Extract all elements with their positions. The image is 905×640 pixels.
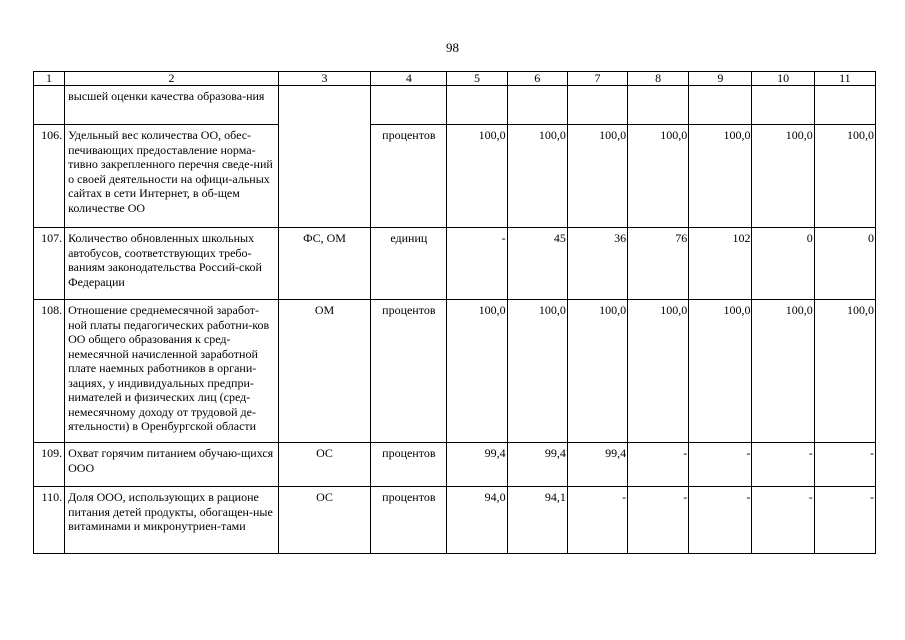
- value-cell: -: [689, 487, 752, 554]
- indicator-name: Охват горячим питанием обучаю-щихся ООО: [65, 443, 279, 487]
- table-row-107: [34, 228, 876, 300]
- value-cell: -: [689, 443, 752, 487]
- column-header: 2: [65, 72, 279, 86]
- column-header: 10: [752, 72, 814, 86]
- table-row-106: [34, 125, 876, 228]
- unit-cell: единиц: [371, 228, 447, 300]
- value-cell: 99,4: [507, 443, 567, 487]
- value-cell: 100,0: [507, 300, 567, 443]
- value-cell: 100,0: [814, 300, 875, 443]
- value-cell: [752, 86, 814, 125]
- column-header: 9: [689, 72, 752, 86]
- source-cell: ОС: [278, 487, 370, 554]
- table-row-continuation: [34, 86, 876, 125]
- row-number: 109.: [34, 443, 65, 487]
- value-cell: [814, 86, 875, 125]
- indicators-table: [33, 71, 876, 554]
- value-cell: 0: [814, 228, 875, 300]
- row-number: 110.: [34, 487, 65, 554]
- column-header: 6: [507, 72, 567, 86]
- value-cell: 100,0: [447, 125, 507, 228]
- table-row-110: [34, 487, 876, 554]
- row-number: 106.: [34, 125, 65, 228]
- value-cell: [689, 86, 752, 125]
- value-cell: 94,0: [447, 487, 507, 554]
- page-number: 98: [446, 40, 459, 55]
- source-cell: [278, 86, 370, 228]
- column-number-row: [34, 72, 876, 86]
- column-header: 5: [447, 72, 507, 86]
- source-cell: ОС: [278, 443, 370, 487]
- source-cell: ФС, ОМ: [278, 228, 370, 300]
- column-header: 8: [628, 72, 689, 86]
- value-cell: -: [752, 443, 814, 487]
- row-number: [34, 86, 65, 125]
- value-cell: 102: [689, 228, 752, 300]
- value-cell: 99,4: [567, 443, 627, 487]
- row-number: 108.: [34, 300, 65, 443]
- value-cell: 100,0: [628, 125, 689, 228]
- value-cell: 100,0: [689, 300, 752, 443]
- value-cell: -: [567, 487, 627, 554]
- indicator-name: высшей оценки качества образова-ния: [65, 86, 279, 125]
- value-cell: 36: [567, 228, 627, 300]
- unit-cell: процентов: [371, 443, 447, 487]
- column-header: 3: [278, 72, 370, 86]
- unit-cell: процентов: [371, 487, 447, 554]
- value-cell: 100,0: [689, 125, 752, 228]
- indicator-name: Удельный вес количества ОО, обес-печивающих предоставление норма-тивно закрепленного перечня сведе-ний о своей деятельности на офици-альных сайтах в сети Интернет, в об-щем количестве ОО: [65, 125, 279, 228]
- column-header: 4: [371, 72, 447, 86]
- column-header: 7: [567, 72, 627, 86]
- value-cell: -: [752, 487, 814, 554]
- value-cell: 99,4: [447, 443, 507, 487]
- value-cell: 0: [752, 228, 814, 300]
- unit-cell: процентов: [371, 300, 447, 443]
- value-cell: 100,0: [567, 300, 627, 443]
- table-row-109: [34, 443, 876, 487]
- value-cell: [507, 86, 567, 125]
- value-cell: [567, 86, 627, 125]
- row-number: 107.: [34, 228, 65, 300]
- value-cell: [447, 86, 507, 125]
- value-cell: 100,0: [752, 300, 814, 443]
- unit-cell: [371, 86, 447, 125]
- value-cell: 94,1: [507, 487, 567, 554]
- indicator-name: Доля ООО, использующих в рационе питания детей продукты, обогащен-ные витаминами и микронутриен-тами: [65, 487, 279, 554]
- value-cell: -: [814, 443, 875, 487]
- value-cell: 100,0: [752, 125, 814, 228]
- value-cell: 76: [628, 228, 689, 300]
- value-cell: 100,0: [814, 125, 875, 228]
- value-cell: 100,0: [567, 125, 627, 228]
- indicator-name: Количество обновленных школьных автобусов, соответствующих требо-ваниям законодательства Россий-ской Федерации: [65, 228, 279, 300]
- value-cell: 100,0: [507, 125, 567, 228]
- value-cell: [628, 86, 689, 125]
- value-cell: -: [628, 487, 689, 554]
- value-cell: 100,0: [447, 300, 507, 443]
- value-cell: -: [628, 443, 689, 487]
- unit-cell: процентов: [371, 125, 447, 228]
- value-cell: -: [447, 228, 507, 300]
- column-header: 1: [34, 72, 65, 86]
- value-cell: 100,0: [628, 300, 689, 443]
- column-header: 11: [814, 72, 875, 86]
- source-cell: ОМ: [278, 300, 370, 443]
- value-cell: 45: [507, 228, 567, 300]
- indicator-name: Отношение среднемесячной заработ-ной платы педагогических работни-ков ОО общего образования к сред-немесячной начисленной заработной плате наемных работников в органи-зациях, у индивидуальных предпри-нимателей и физических лиц (сред-немесячному доходу от трудовой де-ятельности) в Оренбургской области: [65, 300, 279, 443]
- table-row-108: [34, 300, 876, 443]
- value-cell: -: [814, 487, 875, 554]
